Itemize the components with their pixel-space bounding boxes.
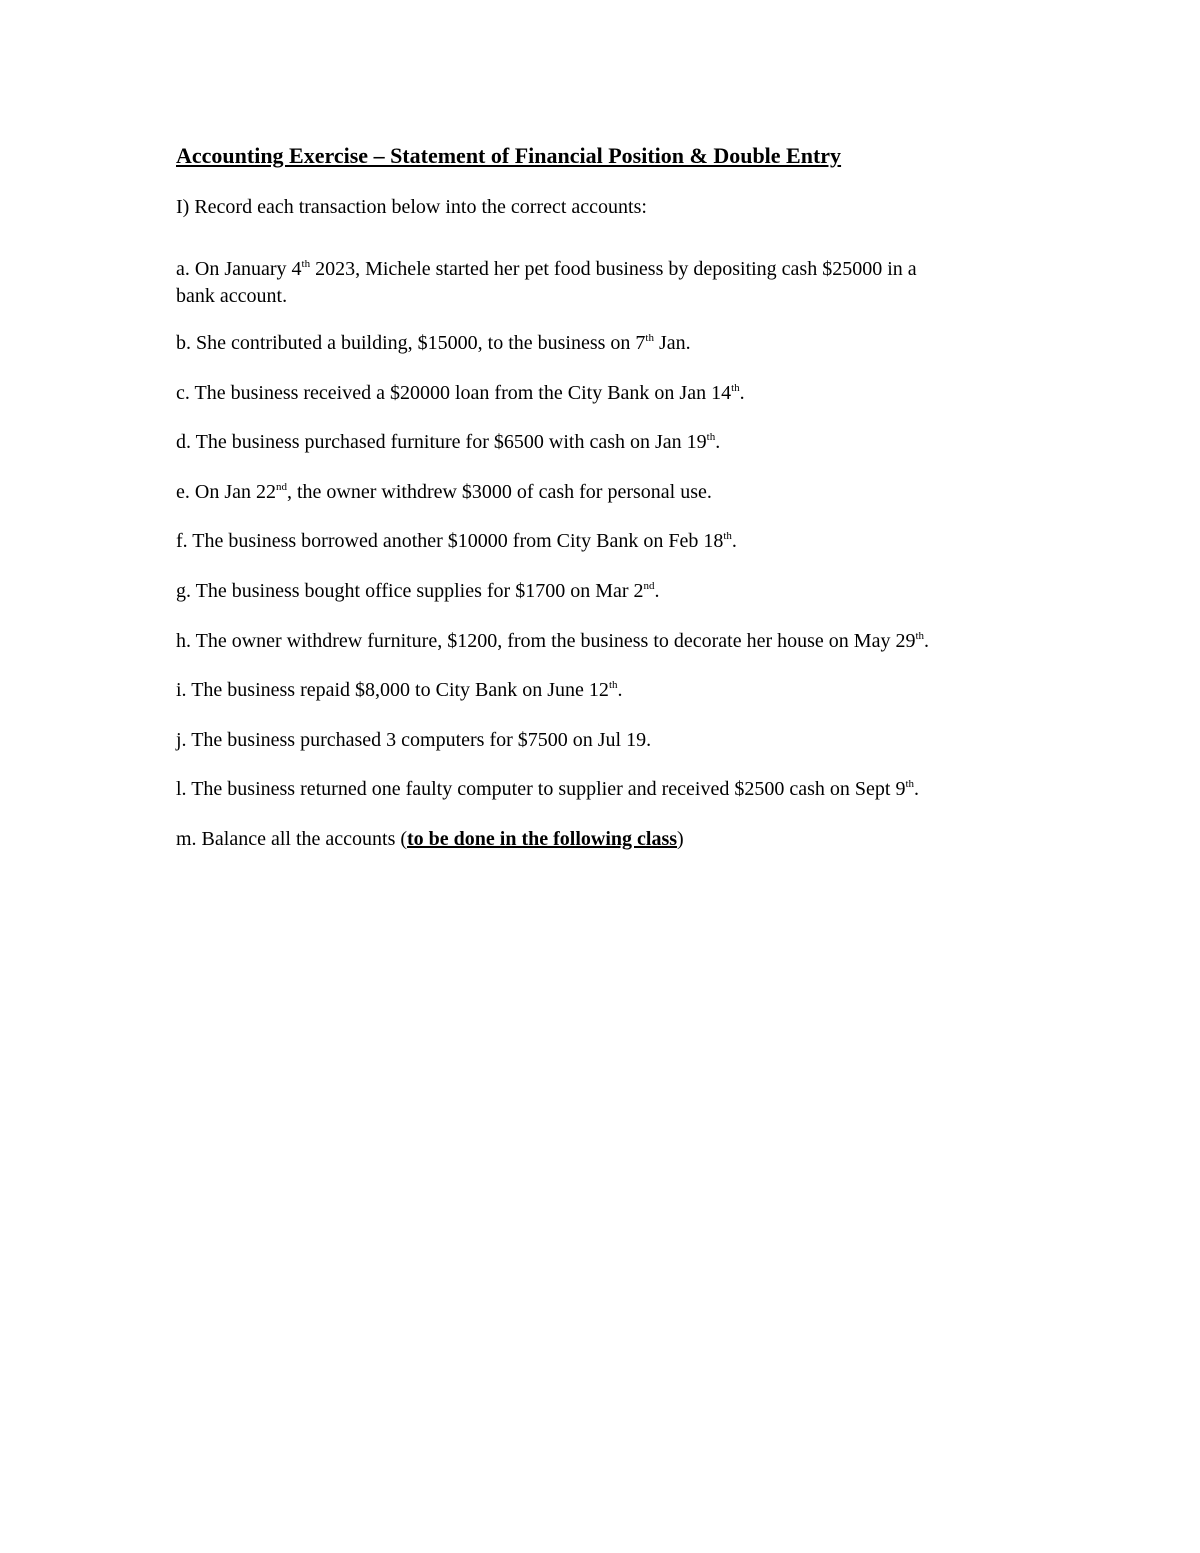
- transaction-j-text: j. The business purchased 3 computers for $7500 on Jul 19.: [176, 729, 652, 751]
- transaction-b: [176, 330, 1006, 357]
- transaction-j: [176, 727, 1006, 754]
- transaction-c-text-cont: .: [739, 382, 745, 404]
- transaction-g-text: g. The business bought office supplies for $1700 on Mar 2: [176, 580, 644, 602]
- instruction-text: I) Record each transaction below into the correct accounts:: [176, 196, 647, 218]
- transaction-g: [176, 578, 1006, 605]
- transaction-g-text-cont: .: [654, 580, 660, 602]
- transaction-a-text: a. On January 4: [176, 258, 302, 280]
- transaction-e-sup: nd: [275, 481, 287, 493]
- transaction-f-text-cont: .: [731, 530, 737, 552]
- transaction-l-sup: th: [905, 778, 915, 790]
- transaction-m-text: m. Balance all the accounts (: [176, 828, 408, 850]
- transaction-d-text: d. The business purchased furniture for $6500 with cash on Jan 19: [176, 431, 707, 453]
- transaction-e-text-cont: , the owner withdrew $3000 of cash for personal use.: [286, 481, 712, 503]
- transaction-l: [176, 776, 1006, 803]
- transaction-m: [176, 826, 1006, 853]
- transaction-a: [176, 256, 1006, 310]
- transaction-d: [176, 429, 1006, 456]
- transaction-a-sup: th: [301, 258, 311, 270]
- transaction-b-sup: th: [645, 332, 654, 344]
- transaction-h-text-cont: .: [924, 630, 930, 652]
- transaction-b-text: b. She contributed a building, $15000, to the business on 7: [176, 332, 646, 354]
- transaction-f-text: f. The business borrowed another $10000 from City Bank on Feb 18: [176, 530, 724, 552]
- transaction-f: [176, 528, 1006, 555]
- transaction-m-emphasis: to be done in the following class: [407, 828, 678, 850]
- transaction-h-text: h. The owner withdrew furniture, $1200, from the business to decorate her house on May 29: [176, 630, 916, 652]
- transaction-e-text: e. On Jan 22: [176, 481, 276, 503]
- transaction-i-text-cont: .: [617, 679, 623, 701]
- transaction-m-text-cont: ): [677, 828, 684, 850]
- transaction-i: [176, 677, 1006, 704]
- transaction-b-text-cont: Jan.: [653, 332, 691, 354]
- transaction-c: [176, 380, 1006, 407]
- transaction-d-text-cont: .: [715, 431, 721, 453]
- transaction-h: [176, 628, 1006, 655]
- transaction-a-text-cont: 2023, Michele started her pet food business by depositing cash $25000 in a: [310, 258, 917, 280]
- transaction-l-text: l. The business returned one faulty computer to supplier and received $2500 cash on Sept 9: [176, 778, 906, 800]
- transaction-l-text-cont: .: [914, 778, 920, 800]
- document-title: Accounting Exercise – Statement of Financial Position & Double Entry: [176, 143, 842, 168]
- transaction-i-text: i. The business repaid $8,000 to City Bank on June 12: [176, 679, 609, 701]
- transaction-c-sup: th: [731, 382, 740, 394]
- transaction-a-line2: bank account.: [176, 285, 288, 307]
- transaction-h-sup: th: [915, 630, 925, 642]
- transaction-d-sup: th: [706, 431, 716, 443]
- transaction-e: [176, 479, 1006, 506]
- transaction-c-text: c. The business received a $20000 loan from the City Bank on Jan 14: [176, 382, 732, 404]
- transaction-f-sup: th: [723, 530, 732, 542]
- transaction-i-sup: th: [608, 679, 618, 691]
- transaction-g-sup: nd: [643, 580, 655, 592]
